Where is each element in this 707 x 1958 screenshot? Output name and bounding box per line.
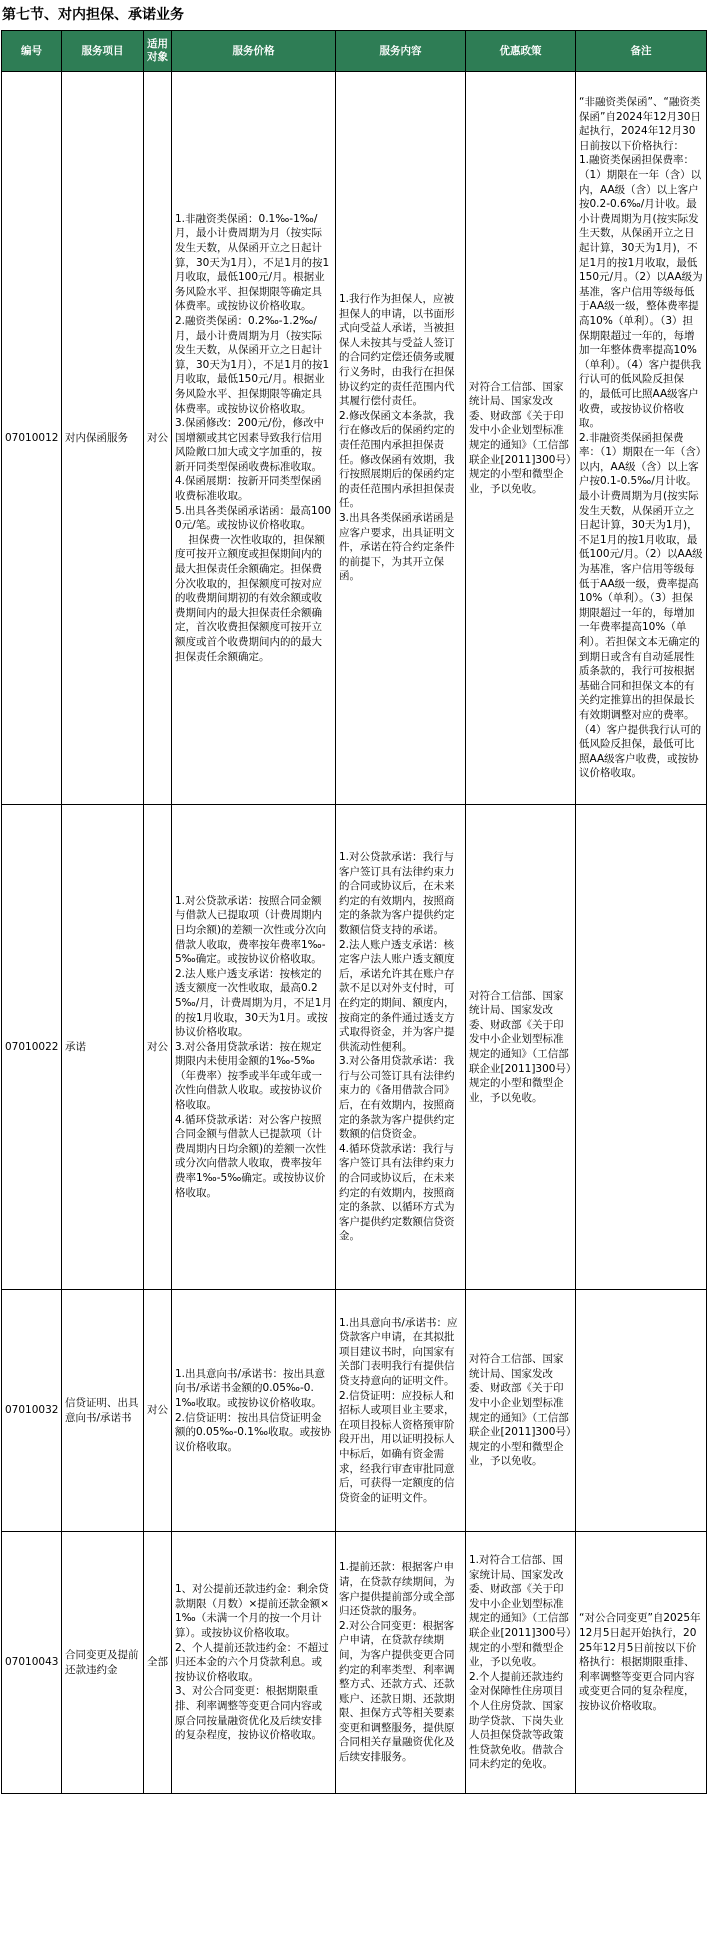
row-code: 07010012 xyxy=(2,72,62,805)
price-item: 2.融资类保函：0.2‰-1.2‰/月，最小计费周期为月（按实际发生天数，从保函开立之日起计算，30天为1月），不足1月的按1月收取，最低150元/月。根据业务风险水平、担保期限等确定具体费率。或按协议价格收取。 xyxy=(175,314,330,415)
row-remark xyxy=(576,1532,707,1794)
row-content xyxy=(336,72,466,805)
row-content xyxy=(336,1532,466,1794)
price-item: 1、对公提前还款违约金：剩余贷款期限（月数）×提前还款金额×1‰（未满一个月的按一个月计算）。或按协议价格收取。 xyxy=(175,1583,330,1640)
row-code: 07010032 xyxy=(2,1290,62,1532)
content-item: 1.出具意向书/承诺书：应贷款客户申请，在其拟批项目建议书时，向国家有关部门表明我行有提供信贷支持意向的证明文件。 xyxy=(339,1316,458,1388)
row-object: 全部 xyxy=(144,1532,172,1794)
policy-item: 2.个人提前还款违约金对保障性住房项目个人住房贷款、国家助学贷款、下岗失业人员担保贷款等政策性贷款免收。借款合同未约定的免收。 xyxy=(469,1670,564,1771)
row-remark xyxy=(576,1290,707,1532)
content-item: 1.提前还款：根据客户申请，在贷款存续期间，为客户提供提前部分或全部归还贷款的服务。 xyxy=(339,1561,455,1618)
policy-item: 1.对符合工信部、国家统计局、国家发改委、财政部《关于印发中小企业划型标准规定的通知》（工信部联企业[2011]300号）规定的小型和微型企业，予以免收。 xyxy=(469,1554,572,1669)
content-item: 4.循环贷款承诺：我行与客户签订具有法律约束力的合同或协议后，在未来约定的有效期内，按照商定的条款、以循环方式为客户提供约定数额信贷资金。 xyxy=(339,1142,455,1243)
fee-table xyxy=(1,30,707,1794)
remark-item: “非融资类保函”、“融资类保函”自2024年12月30日起执行，2024年12月30日前按以下价格执行： xyxy=(579,96,701,152)
table-row xyxy=(2,72,707,805)
header-remarks: 备注 xyxy=(576,31,707,72)
price-item: 3、对公合同变更：根据期限重排、利率调整等变更合同内容或原合同按量融资优化及后续安排的复杂程度，按协议价格收取。 xyxy=(175,1685,322,1742)
price-item: 1.非融资类保函：0.1‰-1‰/月，最小计费周期为月（按实际发生天数，从保函开立之日起计算，30天为1月），不足1月的按1月收取，最低100元/月。根据业务风险水平、担保期限等确定具体费率。或按协议价格收取。 xyxy=(175,212,330,313)
price-item: 1.出具意向书/承诺书：按出具意向书/承诺书金额的0.05‰-0.1‰收取。或按协议价格收取。 xyxy=(175,1367,326,1409)
policy-item: 对符合工信部、国家统计局、国家发改委、财政部《关于印发中小企业划型标准规定的通知》（工信部联企业[2011]300号）规定的小型和微型企业，予以免收。 xyxy=(469,380,572,495)
row-service-name: 承诺 xyxy=(62,805,144,1290)
price-item: 4.循环贷款承诺：对公客户按照合同金额与借款人已提款项（计费周期内日均余额)的差额一次性或分次向借款人收取，费率按年费率1‰-5‰确定。或按协议价格收取。 xyxy=(175,1113,327,1199)
row-remark xyxy=(576,72,707,805)
header-service-price: 服务价格 xyxy=(172,31,336,72)
row-object: 对公 xyxy=(144,72,172,805)
table-header-row xyxy=(2,31,707,72)
content-item: 3.对公备用贷款承诺：我行与公司签订具有法律约束力的《备用借款合同》后，在有效期内，按照商定的条款为客户提供约定数额的信贷资金。 xyxy=(339,1055,455,1141)
content-item: 2.修改保函文本条款，我行在修改后的保函约定的责任范围内承担担保责任。修改保函有效期，我行按照展期后的保函约定的责任范围内承担担保责任。 xyxy=(339,409,455,510)
remark-item: 1.融资类保函担保费率：（1）期限在一年（含）以内，AA级（含）以上客户按0.2-0.6‰/月计收。最小计费周期为月(按实际发生天数，从保函开立之日起计算，30天为1月)，不足1月的按1月收取，最低150元/月。（2）以AA级为基准，客户信用等级每低于AA级一级，整体费率提高10%（单利）。（3）担保期限超过一年的，每增加一年整体费率提高10%（单利）。（4）客户提供我行认可的低风险反担保的，最低可比照AA级客户收费，或按协议价格收取。 xyxy=(579,154,703,430)
row-price xyxy=(172,805,336,1290)
row-content xyxy=(336,1290,466,1532)
policy-item: 对符合工信部、国家统计局、国家发改委、财政部《关于印发中小企业划型标准规定的通知》（工信部联企业[2011]300号）规定的小型和微型企业，予以免收。 xyxy=(469,989,572,1104)
price-item: 2.信贷证明：按出具信贷证明金额的0.05‰-0.1‰收取。或按协议价格收取。 xyxy=(175,1411,332,1453)
remark-item: “对公合同变更”自2025年12月5日起开始执行，2025年12月5日前按以下价格执行：根据期限重排、利率调整等变更合同内容或变更合同的复杂程度，按协议价格收取。 xyxy=(579,1612,701,1712)
row-code: 07010022 xyxy=(2,805,62,1290)
row-price xyxy=(172,72,336,805)
header-service-content: 服务内容 xyxy=(336,31,466,72)
content-item: 2.信贷证明：应投标人和招标人或项目业主要求，在项目投标人资格预审阶段开出，用以证明投标人中标后，如确有资金需求，经我行审查审批同意后，可获得一定额度的信贷资金的证明文件。 xyxy=(339,1389,455,1504)
row-policy xyxy=(466,72,576,805)
remark-item: 2.非融资类保函担保费率：（1）期限在一年（含）以内，AA级（含）以上客户按0.1-0.5‰/月计收。最小计费周期为月(按实际发生天数，从保函开立之日起计算，30天为1月)，不足1月的按1月收取，最低100元/月。（2）以AA级为基准，客户信用等级每低于AA级一级，费率提高10%（单利）。（3）担保期限超过一年的，每增加一年费率提高10%（单利）。若担保文本无确定的到期日或含有自动延展性质条款的，我行可按根据基础合同和担保文本的有关约定推算出的担保最长有效期调整对应的费率。（4）客户提供我行认可的低风险反担保，最低可比照AA级客户收费，或按协议价格收取。 xyxy=(579,431,703,780)
row-policy xyxy=(466,805,576,1290)
price-item: 3.保函修改：200元/份，修改中国增额或其它因素导致我行信用风险敞口加大或文字加重的，按新开同类型保函收费标准收取。 xyxy=(175,417,325,473)
row-content xyxy=(336,805,466,1290)
price-item: 3.对公备用贷款承诺：按在规定期限内未使用金额的1‰-5‰（年费率）按季或半年或年或一次性向借款人收取。或按协议价格收取。 xyxy=(175,1040,322,1112)
row-service-name: 信贷证明、出具意向书/承诺书 xyxy=(62,1290,144,1532)
row-policy xyxy=(466,1290,576,1532)
row-service-name: 合同变更及提前还款违约金 xyxy=(62,1532,144,1794)
price-item: 1.对公贷款承诺：按照合同金额与借款人已提取项（计费周期内日均余额)的差额一次性或分次向借款人收取，费率按年费率1‰-5‰确定。或按协议价格收取。 xyxy=(175,894,327,966)
content-item: 1.对公贷款承诺：我行与客户签订具有法律约束力的合同或协议后，在未来约定的有效期内，按照商定的条款为客户提供约定数额信贷支持的承诺。 xyxy=(339,850,455,936)
row-object: 对公 xyxy=(144,805,172,1290)
header-applicable-object: 适用对象 xyxy=(144,31,172,72)
content-item: 3.出具各类保函承诺函是应客户要求，出具证明文件，承诺在符合约定条件的前提下，为其开立保函。 xyxy=(339,511,455,583)
policy-item: 对符合工信部、国家统计局、国家发改委、财政部《关于印发中小企业划型标准规定的通知》（工信部联企业[2011]300号）规定的小型和微型企业，予以免收。 xyxy=(469,1353,572,1468)
content-item: 2.对公合同变更：根据客户申请，在贷款存续期间，为客户提供变更合同约定的利率类型、利率调整方式、还款方式、还款账户、还款日期、还款期限、担保方式等相关要素变更和调整服务，提供原合同相关存量融资优化及后续安排服务。 xyxy=(339,1619,455,1764)
row-code: 07010043 xyxy=(2,1532,62,1794)
header-preferential-policy: 优惠政策 xyxy=(466,31,576,72)
content-item: 1.我行作为担保人，应被担保人的申请，以书面形式向受益人承诺，当被担保人未按其与受益人签订的合同约定偿还债务或履行义务时，由我行在担保协议约定的责任范围内代其履行偿付责任。 xyxy=(339,293,455,408)
header-service-item: 服务项目 xyxy=(62,31,144,72)
row-price xyxy=(172,1532,336,1794)
price-item: 2、个人提前还款违约金：不超过归还本金的六个月贷款利息。或按协议价格收取。 xyxy=(175,1641,329,1683)
row-object: 对公 xyxy=(144,1290,172,1532)
price-item: 4.保函展期：按新开同类型保函收费标准收取。 xyxy=(175,475,322,503)
row-service-name: 对内保函服务 xyxy=(62,72,144,805)
price-item: 5.出具各类保函承诺函：最高1000元/笔。或按协议价格收取。 xyxy=(175,504,332,532)
table-row xyxy=(2,805,707,1290)
table-row xyxy=(2,1290,707,1532)
content-item: 2.法人账户透支承诺：核定客户法人账户透支额度后，承诺允许其在账户存款不足以对外支付时，可在约定的期间、额度内，按商定的条件通过透支方式取得资金，并为客户提供流动性便利。 xyxy=(339,938,455,1053)
header-code: 编号 xyxy=(2,31,62,72)
row-price xyxy=(172,1290,336,1532)
table-row xyxy=(2,1532,707,1794)
price-item: 2.法人账户透支承诺：按核定的透支额度一次性收取，最高0.25‰/月，计费周期为月，不足1月的按1月收取，30天为1月。或按协议价格收取。 xyxy=(175,967,332,1039)
row-remark xyxy=(576,805,707,1290)
price-item: 担保费一次性收取的，担保额度可按开立额度或担保期间内的最大担保责任余额确定。担保费分次收取的，担保额度可按对应的收费期间期初的有效余额或收费期间内的最大担保责任余额确定，首次收费担保额度可按开立额度或首个收费期间内的的最大担保责任余额确定。 xyxy=(175,533,325,663)
section-title: 第七节、对内担保、承诺业务 xyxy=(2,7,184,23)
row-policy xyxy=(466,1532,576,1794)
